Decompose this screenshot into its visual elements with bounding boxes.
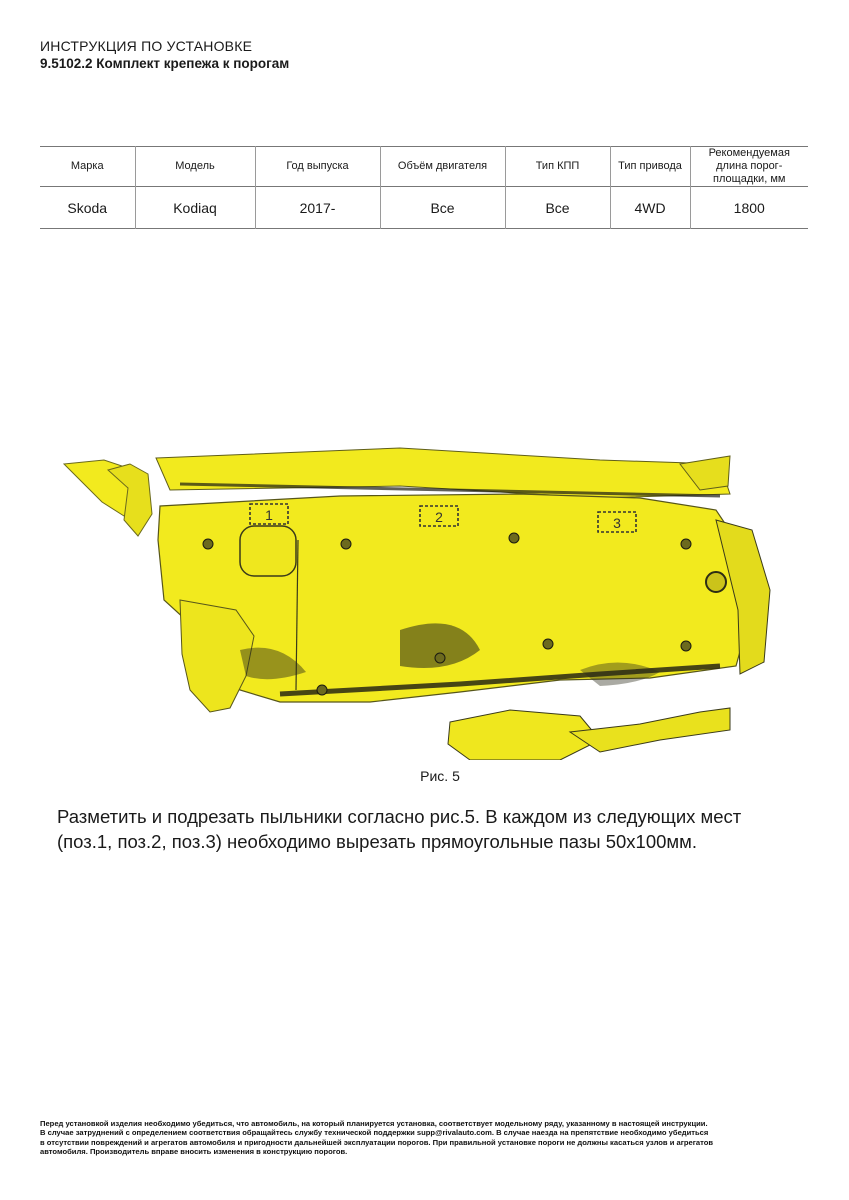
footer-disclaimer bbox=[40, 1119, 810, 1156]
column-header-engine: Объём двигателя bbox=[380, 147, 505, 187]
cell-drive: 4WD bbox=[610, 187, 690, 229]
footer-line-3: в отсутствии повреждений и агрегатов автомобиля и пригодности дальнейшей эксплуатации порогов. При правильной установке пороги не должны касаться узлов и агрегатов bbox=[40, 1137, 714, 1147]
cell-year: 2017- bbox=[255, 187, 380, 229]
document-title: 9.5102.2 Комплект крепежа к порогам bbox=[40, 56, 290, 71]
vehicle-spec-table bbox=[40, 146, 808, 229]
cutout-marker-2-label: 2 bbox=[435, 509, 443, 525]
document-kind: ИНСТРУКЦИЯ ПО УСТАНОВКЕ bbox=[40, 38, 253, 54]
instruction-line-1: Разметить и подрезать пыльники согласно рис.5. В каждом из следующих мест bbox=[57, 806, 742, 827]
cutout-marker-1-label: 1 bbox=[265, 507, 273, 523]
cell-gearbox: Все bbox=[505, 187, 610, 229]
instruction-line-2: (поз.1, поз.2, поз.3) необходимо вырезать прямоугольные пазы 50х100мм. bbox=[57, 831, 697, 852]
footer-line-1: Перед установкой изделия необходимо убедиться, что автомобиль, на который планируется установка, соответствует модельному ряду, указанному в настоящей инструкции. bbox=[40, 1119, 708, 1128]
cell-step-length: 1800 bbox=[690, 187, 808, 229]
table-header-row bbox=[40, 147, 808, 187]
underbody-figure bbox=[40, 440, 810, 780]
table-row bbox=[40, 187, 808, 229]
column-header-brand: Марка bbox=[70, 160, 104, 172]
footer-line-2: В случае затруднений с определением соответствия обращайтесь службу технической поддержки supp@rivalauto.com. В случае наезда на препятствие необходимо убедиться bbox=[40, 1128, 709, 1138]
column-header-gearbox: Тип КПП bbox=[505, 147, 610, 187]
column-header-step-length: Рекомендуемая длина порог-площадки, мм bbox=[690, 147, 808, 187]
column-header-model: Модель bbox=[135, 147, 255, 187]
cutout-marker-3-label: 3 bbox=[613, 515, 621, 531]
cell-engine: Все bbox=[380, 187, 505, 229]
cell-model: Kodiaq bbox=[135, 187, 255, 229]
column-header-drive: Тип привода bbox=[610, 147, 690, 187]
instruction-text bbox=[57, 804, 817, 854]
document-header bbox=[40, 38, 289, 71]
figure-caption: Рис. 5 bbox=[420, 768, 460, 784]
footer-line-4: автомобиля. Производитель вправе вносить изменения в конструкцию порогов. bbox=[40, 1146, 348, 1156]
underbody-scan-illustration bbox=[40, 440, 810, 760]
cell-brand: Skoda bbox=[67, 199, 108, 216]
column-header-year: Год выпуска bbox=[255, 147, 380, 187]
